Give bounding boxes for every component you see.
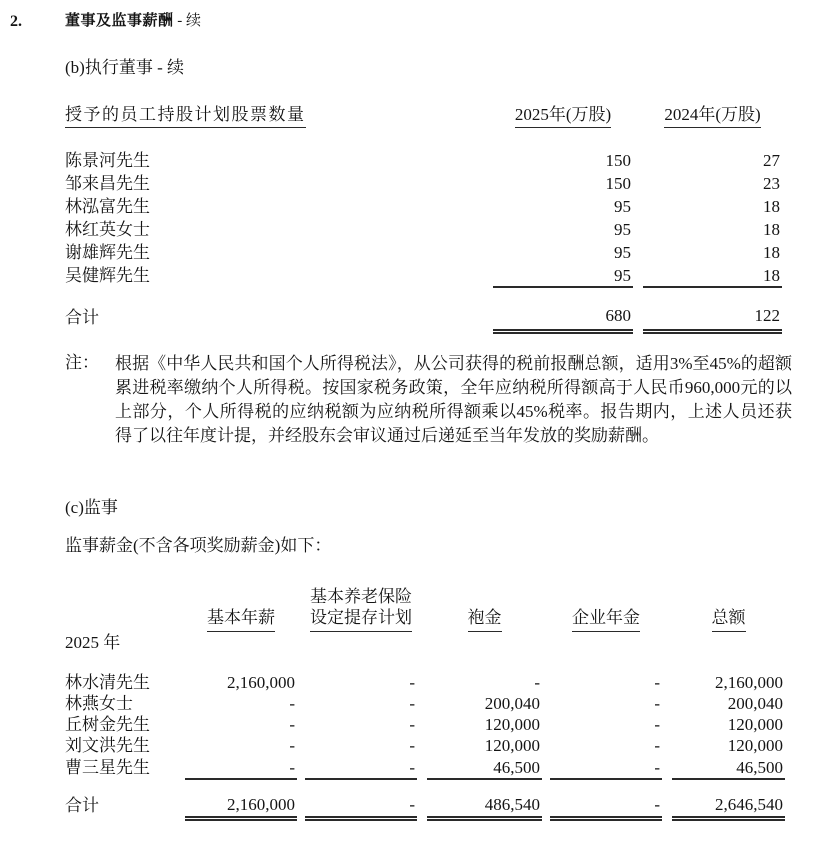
total-value: 120,000 [727,715,783,734]
year-label: 2025 年 [65,633,121,653]
member-name: 丘树金先生 [65,715,150,734]
column-gap [542,793,550,819]
fee-value: 200,040 [484,693,540,713]
column-gap [542,693,550,714]
total-value: 46,500 [672,757,785,779]
value-2024: 18 [763,220,780,240]
column-gap [633,149,643,172]
base-salary-value: - [185,757,297,779]
column-gap [542,607,550,631]
section-title-bold: 董事及监事薪酬 [65,13,174,29]
year-row [65,632,785,654]
sup-header-row-2 [65,607,785,631]
total-2024: 122 [643,303,782,331]
esop-row-header-cell [65,104,493,128]
column-gap [542,735,550,756]
total-row [65,303,782,331]
note-label: 注： [65,353,99,372]
member-name: 林水清先生 [65,672,150,692]
column-gap [662,735,672,756]
column-gap [417,714,427,735]
column-gap [417,607,427,631]
column-gap [662,793,672,819]
col-fee: 袍金 [427,607,542,631]
pension-value: - [409,672,415,692]
table-row [65,172,782,195]
spacer-row [65,654,785,672]
col-annuity: 企业年金 [550,607,662,631]
table-row [65,672,785,693]
supervisor-intro: 监事薪金(不含各项奖励薪金)如下： [65,536,332,555]
esop-shares-table [65,104,782,334]
column-gap [633,104,643,128]
column-gap [633,195,643,218]
table-row [65,735,785,756]
column-gap [297,672,305,693]
total-value: 120,000 [727,736,783,756]
column-gap [297,693,305,714]
fee-value: - [534,672,540,692]
total-amount: 2,646,540 [672,793,785,819]
pension-value: - [409,693,415,713]
column-gap [633,218,643,241]
member-name: 吴健辉先生 [65,266,150,286]
fee-value: 120,000 [484,715,540,734]
base-salary-value: - [289,736,295,756]
section-number: 2. [10,13,22,30]
table-row [65,218,782,241]
note-text: 根据《中华人民共和国个人所得税法》，从公司获得的税前报酬总额，适用3%至45%的超额累进税率缴纳个人所得税。按国家税务政策，全年应纳税所得额高于人民币960,000元的以上部分，个人所得税的应纳税额为应纳税所得额乘以45%税率。报告期内，上述人员还获得了以往年度计提，并经股东会审议通过后递延至当年发放的奖励薪酬。 [115,354,792,445]
column-gap [662,607,672,631]
annuity-value: - [654,715,660,734]
column-gap [297,793,305,819]
annuity-value: - [654,672,660,692]
sup-header-row-1 [65,586,785,607]
table-row [65,264,782,287]
column-gap [633,303,643,331]
value-2024: 18 [643,264,782,287]
column-gap [662,672,672,693]
spacer-row [65,128,782,149]
annuity-value: - [654,736,660,756]
column-gap [542,714,550,735]
column-gap [297,714,305,735]
section-title [65,12,201,31]
member-name: 林红英女士 [65,220,150,240]
esop-col-2024: 2024年(万股) [643,104,782,128]
member-name: 陈景河先生 [65,151,150,171]
column-gap [542,672,550,693]
total-pension: - [305,793,417,819]
total-2025: 680 [493,303,633,331]
column-gap [633,172,643,195]
base-salary-value: - [289,693,295,713]
table-row [65,195,782,218]
total-value: 200,040 [727,693,783,713]
column-gap [633,241,643,264]
pension-value: - [409,715,415,734]
value-2025: 95 [493,264,633,287]
member-name: 林燕女士 [65,693,133,713]
total-label: 合计 [65,796,99,816]
spacer-row [65,779,785,793]
subsection-c-label: (c)监事 [65,498,118,517]
value-2025: 150 [605,174,631,194]
column-gap [417,693,427,714]
esop-row-header: 授予的员工持股计划股票数量 [65,104,306,128]
annuity-value: - [654,693,660,713]
member-name: 邹来昌先生 [65,174,150,194]
col-pension-plan-line1: 基本养老保险 [310,587,412,606]
column-gap [417,793,427,819]
esop-header-row [65,104,782,128]
base-salary-value: 2,160,000 [227,672,295,692]
total-base-salary: 2,160,000 [185,793,297,819]
member-name: 曹三星先生 [65,758,150,777]
value-2024: 23 [763,174,780,194]
column-gap [542,757,550,779]
member-name: 刘文洪先生 [65,736,150,756]
value-2025: 95 [614,197,631,217]
column-gap [417,672,427,693]
fee-value: 46,500 [427,757,542,779]
pension-value: - [409,736,415,756]
col-pension-plan-line2: 设定提存计划 [305,607,417,631]
total-value: 2,160,000 [715,672,783,692]
note-block [65,352,792,448]
column-gap [417,757,427,779]
col-total: 总额 [672,607,785,631]
value-2024: 27 [763,151,780,171]
value-2024: 18 [763,243,780,263]
total-fee: 486,540 [427,793,542,819]
column-gap [297,735,305,756]
table-row [65,757,785,779]
member-name: 林泓富先生 [65,197,150,217]
column-gap [297,757,305,779]
column-gap [662,714,672,735]
pension-value: - [305,757,417,779]
column-gap [417,735,427,756]
name-column-header [65,607,185,631]
total-label: 合计 [65,307,99,327]
column-gap [662,757,672,779]
value-2025: 95 [614,243,631,263]
column-gap [662,693,672,714]
value-2024: 18 [763,197,780,217]
table-row [65,714,785,735]
table-row [65,149,782,172]
base-salary-value: - [289,715,295,734]
column-gap [297,607,305,631]
spacer-row [65,287,782,303]
fee-value: 120,000 [484,736,540,756]
value-2025: 150 [605,151,631,171]
total-row [65,793,785,819]
annuity-value: - [550,757,662,779]
member-name: 谢雄辉先生 [65,243,150,263]
supervisor-remuneration-table [65,586,785,821]
table-row [65,693,785,714]
total-annuity: - [550,793,662,819]
section-title-suffix: - 续 [173,13,202,29]
col-base-salary: 基本年薪 [185,607,297,631]
subsection-b-label: (b)执行董事 - 续 [65,58,184,77]
value-2025: 95 [614,220,631,240]
esop-col-2025: 2025年(万股) [493,104,633,128]
column-gap [633,264,643,287]
table-row [65,241,782,264]
